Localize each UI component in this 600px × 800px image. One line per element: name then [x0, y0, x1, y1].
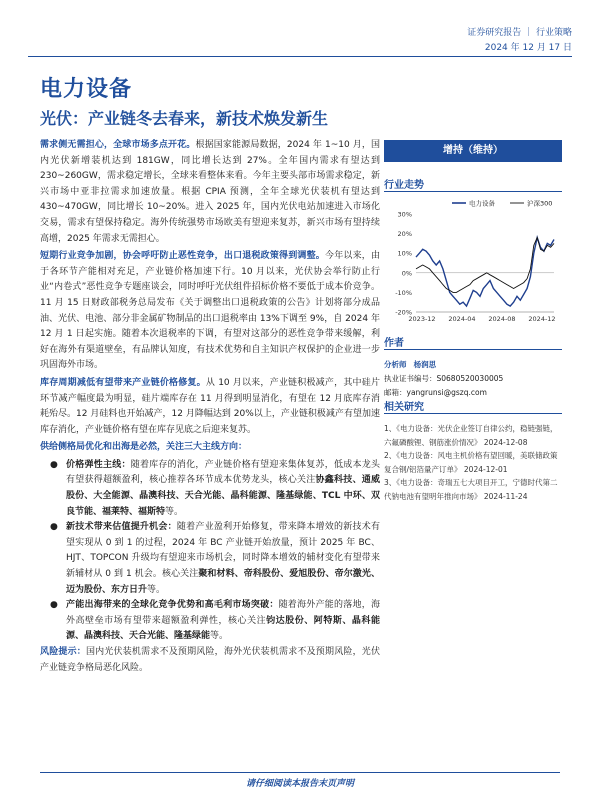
- author-info: [384, 358, 562, 400]
- bullet-lead: 新技术带来估值提升机会：: [66, 522, 177, 533]
- bullet-text: 随着库存的消化，产业链价格有望迎来集体复苏，低成本龙头有望获得超额盈利，核心推荐各环节成本优势龙头，核心关注: [66, 459, 380, 486]
- x-tick-label: 2023-12: [408, 315, 436, 323]
- paragraph-demand: [40, 138, 380, 247]
- paragraph-competition: [40, 249, 380, 374]
- x-tick-label: 2024-12: [528, 315, 556, 323]
- main-content: [40, 138, 380, 678]
- footer-disclaimer: 请仔细阅读本报告末页声明: [245, 779, 354, 789]
- y-tick-label: 0%: [401, 269, 412, 278]
- bullet-icon: ●: [50, 522, 58, 533]
- paragraph-text: 根据国家能源局数据，2024 年 1~10 月，国内光伏新增装机达到 181GW，同比增长达到 27%。全年国内需求有望达到 230~260GW，需求稳定增长，全球来看整体来看。今年主要头部市场需求稳定，新兴市场中亚非拉需求加速放量。根据 CPIA 预测，全年全球光伏装机有望达到 430~470GW，同比增长 10~20%。进入 2025 年，国内光伏电站加速进入市场化交易，需求有望保持稳定。海外传统强势市场欧美有望迎来复苏，新兴市场有望持续高增，2025 年需求无需担心。: [40, 140, 380, 244]
- sector-title: 电力设备: [40, 77, 133, 102]
- list-item: [40, 598, 380, 645]
- industry-trend-chart: [384, 196, 562, 324]
- bullet-tail: 等。: [147, 584, 166, 595]
- analyst-email: 邮箱：yangrunsi@gszq.com: [384, 388, 487, 397]
- analyst-name: 杨润思: [413, 360, 437, 369]
- bullet-text: 随着产业盈利开始修复，带来降本增效的新技术有望实现从 0 到 1 的过程，2024 年 BC 产业链开始放量，预计 2025 年 BC、HJT、TOPCON 升级均有望迎来市场机会，同时降本增效的辅材变化有望带来新辅材从 0 到 1 机会。核心关注: [66, 522, 380, 580]
- y-tick-label: 10%: [397, 249, 412, 258]
- related-divider: [384, 413, 562, 414]
- x-tick-label: 2024-04: [448, 315, 476, 323]
- y-tick-label: -20%: [395, 308, 412, 317]
- x-tick-label: 2024-08: [488, 315, 516, 323]
- report-header: [467, 26, 572, 56]
- y-tick-label: 20%: [397, 230, 412, 239]
- license-number: 执业证书编号：S0680520030005: [384, 374, 504, 383]
- paragraph-text: 今年以来，由于各环节产能相对充足，产业链价格加速下行。10 月以来，光伏协会举行防止行业“内卷式”恶性竞争专题座谈会，同时呼吁光伏组件招标价格不要低于成本价竞争。11 月 15 日财政部税务总局发布《关于调整出口退税政策的公告》计划将部分成品油、光伏、电池、部分非金属矿物制品的出口退税率由 13%下调至 9%，自 2024 年 12 月 1 日起实施。随着本次退税率的下调，有望对这部分的恶性竞争带来缓解，利好在海外有渠道壁垒，有品牌认知度，有技术优势和自主知识产权保护的企业进一步巩固海外市场。: [40, 251, 380, 371]
- author-divider: [384, 349, 562, 350]
- bullet-icon: ●: [50, 459, 58, 470]
- risk-warning: [40, 645, 380, 676]
- list-item: [40, 520, 380, 598]
- y-tick-label: -10%: [395, 288, 412, 297]
- report-title: 光伏：产业链冬去春来，新技术焕发新生: [40, 109, 329, 128]
- rating-badge: 增持（维持）: [384, 140, 562, 162]
- author-heading: 作者: [384, 338, 404, 349]
- analyst-label: 分析师: [384, 360, 407, 369]
- paragraph-lead: 短期行业竞争加剧，协会呼吁防止恶性竞争，出口退税政策得到调整。: [40, 251, 326, 262]
- report-type-label: 证券研究报告 ｜ 行业策略: [467, 28, 572, 38]
- paragraph-text: 从 10 月以来，产业链积极减产，其中硅片环节减产幅度最为明显，硅片端库存在 11 月得到明显消化，有望在 12 月底库存消耗殆尽。12 月硅料也开始减产，12 月降幅达到 20%以上，产业链积极减产有望加速库存消化，产业链价格有望在库存见底之后迎来复苏。: [40, 377, 380, 435]
- bullet-stocks: 协鑫科技、通威股份、大全能源、晶澳科技、天合光能、晶科能源、隆基绿能、TCL 中环、双良节能、福莱特、福斯特: [66, 475, 380, 517]
- list-item: [40, 458, 380, 520]
- related-report-item[interactable]: 2、《电力设备：风电主机价格有望回暖，美联储政策复合钢/铝箔量产订单》 2024-12-01: [384, 451, 558, 474]
- y-tick-label: 30%: [397, 210, 412, 219]
- bullet-lead: 产能出海带来的全球化竞争优势和高毛利市场突破：: [66, 600, 279, 611]
- footer-divider: [40, 772, 560, 773]
- paragraph-lead: 库存周期减低有望带来产业链价格修复。: [40, 377, 206, 388]
- related-reports: [384, 422, 562, 503]
- bullet-stocks: 聚和材料、帝科股份、爱旭股份、帝尔激光、迈为股份、东方日升: [66, 569, 380, 595]
- risk-text: 国内光伏装机需求不及预期风险，海外光伏装机需求不及预期风险，光伏产业链竞争格局恶化风险。: [40, 647, 380, 673]
- paragraph-lead: 供给侧格局优化和出海是必然，关注三大主线方向：: [40, 442, 248, 453]
- risk-lead: 风险提示：: [40, 647, 86, 657]
- analyst-row: [384, 358, 562, 372]
- related-heading: 相关研究: [384, 402, 424, 413]
- bullet-tail: 等。: [210, 631, 229, 642]
- legend-label: 沪深300: [527, 199, 553, 208]
- bullet-text: 随着海外产能的落地，海外高壁垒市场有望带来超额盈利弹性，核心关注: [66, 600, 380, 626]
- bullet-lead: 价格弹性主线：: [66, 459, 131, 470]
- theme-list: [40, 458, 380, 645]
- header-divider: [28, 56, 572, 57]
- paragraph-lead: 需求侧无需担心，全球市场多点开花。: [40, 140, 196, 150]
- report-date: 2024 年 12 月 17 日: [484, 43, 572, 53]
- legend-label: 电力设备: [469, 199, 495, 208]
- related-report-item[interactable]: 1、《电力设备：光伏企业签订自律公约，稳链强链，六氟磷酸锂、钢筋涨价情况》 2024-12-08: [384, 424, 558, 447]
- bullet-stocks: 钧达股份、阿特斯、晶科能源、晶澳科技、天合光能、隆基绿能: [66, 615, 380, 642]
- bullet-icon: ●: [50, 600, 58, 611]
- paragraph-inventory: [40, 376, 380, 438]
- paragraph-themes: [40, 440, 380, 456]
- related-report-item[interactable]: 3、《电力设备：奇瑞五七大项目开工，宁德时代第二代钠电池有望明年推向市场》 2024-11-24: [384, 478, 558, 501]
- trend-heading: 行业走势: [384, 180, 424, 191]
- bullet-tail: 等。: [165, 506, 184, 517]
- trend-divider: [384, 191, 562, 192]
